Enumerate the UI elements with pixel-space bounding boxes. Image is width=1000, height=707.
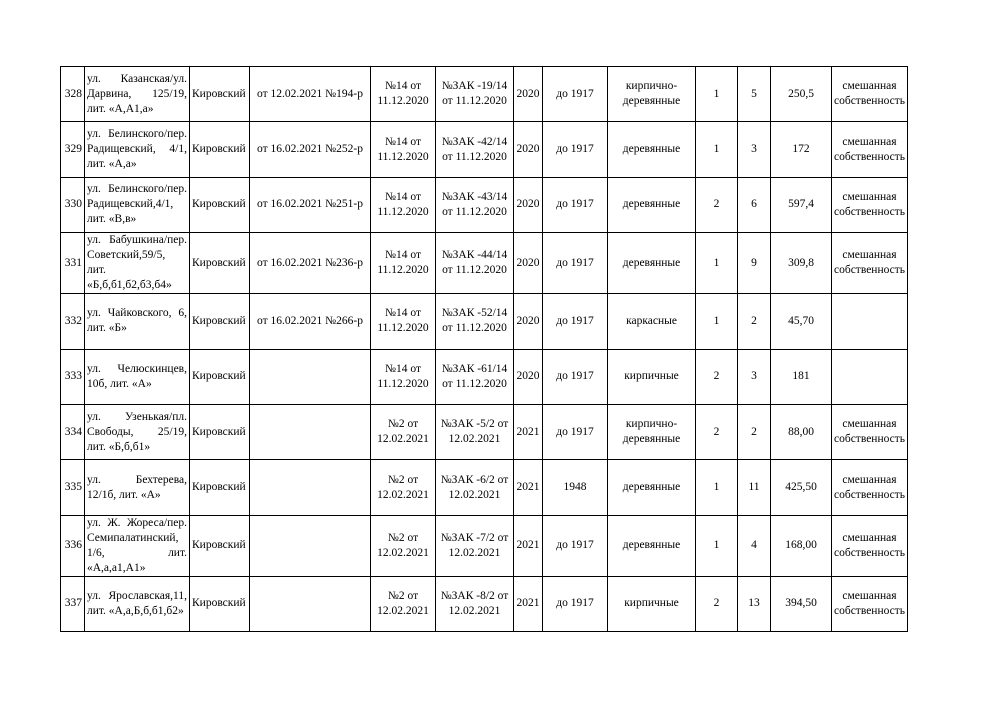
- area-cell: 250,5: [771, 67, 832, 122]
- conclusion-cell: №ЗАК -8/2 от 12.02.2021: [436, 576, 514, 631]
- apartments-cell: 3: [738, 349, 771, 404]
- apartments-cell: 4: [738, 515, 771, 576]
- protocol-cell: №14 от 11.12.2020: [371, 294, 436, 349]
- floors-cell: 1: [696, 122, 738, 177]
- wall-material-cell: деревянные: [608, 460, 696, 515]
- order-cell: от 16.02.2021 №251-р: [250, 177, 371, 232]
- floors-cell: 1: [696, 460, 738, 515]
- conclusion-cell: №ЗАК -6/2 от 12.02.2021: [436, 460, 514, 515]
- order-cell: [250, 349, 371, 404]
- year-cell: 2021: [514, 460, 543, 515]
- floors-cell: 1: [696, 294, 738, 349]
- area-cell: 394,50: [771, 576, 832, 631]
- year-cell: 2020: [514, 122, 543, 177]
- address-cell: ул. Бехтерева, 12/1б, лит. «А»: [85, 460, 190, 515]
- ownership-cell: смешанная собственность: [832, 515, 908, 576]
- address-cell: ул. Белинского/пер. Радищевский,4/1, лит. «В,в»: [85, 177, 190, 232]
- floors-cell: 1: [696, 67, 738, 122]
- year-cell: 2020: [514, 294, 543, 349]
- ownership-cell: [832, 294, 908, 349]
- floors-cell: 2: [696, 177, 738, 232]
- address-cell: ул. Узенькая/пл. Свободы, 25/19, лит. «Б,б,б1»: [85, 404, 190, 459]
- row-number: 329: [61, 122, 85, 177]
- ownership-cell: смешанная собственность: [832, 67, 908, 122]
- district-cell: Кировский: [190, 177, 250, 232]
- area-cell: 309,8: [771, 233, 832, 294]
- address-cell: ул. Белинского/пер. Радищевский, 4/1, лит. «А,а»: [85, 122, 190, 177]
- conclusion-cell: №ЗАК -44/14 от 11.12.2020: [436, 233, 514, 294]
- district-cell: Кировский: [190, 460, 250, 515]
- built-year-cell: до 1917: [543, 404, 608, 459]
- apartments-cell: 5: [738, 67, 771, 122]
- ownership-cell: [832, 349, 908, 404]
- row-number: 332: [61, 294, 85, 349]
- row-number: 337: [61, 576, 85, 631]
- row-number: 331: [61, 233, 85, 294]
- built-year-cell: до 1917: [543, 233, 608, 294]
- district-cell: Кировский: [190, 576, 250, 631]
- protocol-cell: №2 от 12.02.2021: [371, 460, 436, 515]
- built-year-cell: до 1917: [543, 515, 608, 576]
- ownership-cell: смешанная собственность: [832, 233, 908, 294]
- address-cell: ул. Чайковского, 6, лит. «Б»: [85, 294, 190, 349]
- protocol-cell: №14 от 11.12.2020: [371, 233, 436, 294]
- protocol-cell: №14 от 11.12.2020: [371, 177, 436, 232]
- area-cell: 172: [771, 122, 832, 177]
- order-cell: от 12.02.2021 №194-р: [250, 67, 371, 122]
- table-row: [61, 233, 908, 294]
- built-year-cell: до 1917: [543, 67, 608, 122]
- apartments-cell: 3: [738, 122, 771, 177]
- area-cell: 597,4: [771, 177, 832, 232]
- floors-cell: 2: [696, 404, 738, 459]
- table-row: [61, 576, 908, 631]
- area-cell: 168,00: [771, 515, 832, 576]
- year-cell: 2021: [514, 404, 543, 459]
- protocol-cell: №14 от 11.12.2020: [371, 349, 436, 404]
- table-row: [61, 349, 908, 404]
- district-cell: Кировский: [190, 233, 250, 294]
- address-cell: ул. Бабушкина/пер. Советский,59/5, лит. «Б,б,б1,б2,б3,б4»: [85, 233, 190, 294]
- year-cell: 2021: [514, 576, 543, 631]
- apartments-cell: 13: [738, 576, 771, 631]
- year-cell: 2020: [514, 177, 543, 232]
- order-cell: [250, 404, 371, 459]
- ownership-cell: смешанная собственность: [832, 576, 908, 631]
- apartments-cell: 6: [738, 177, 771, 232]
- area-cell: 425,50: [771, 460, 832, 515]
- conclusion-cell: №ЗАК -42/14 от 11.12.2020: [436, 122, 514, 177]
- ownership-cell: смешанная собственность: [832, 460, 908, 515]
- table-row: [61, 404, 908, 459]
- ownership-cell: смешанная собственность: [832, 177, 908, 232]
- protocol-cell: №14 от 11.12.2020: [371, 122, 436, 177]
- built-year-cell: до 1917: [543, 294, 608, 349]
- district-cell: Кировский: [190, 294, 250, 349]
- ownership-cell: смешанная собственность: [832, 404, 908, 459]
- wall-material-cell: каркасные: [608, 294, 696, 349]
- row-number: 330: [61, 177, 85, 232]
- table-row: [61, 122, 908, 177]
- order-cell: [250, 460, 371, 515]
- protocol-cell: №2 от 12.02.2021: [371, 404, 436, 459]
- row-number: 333: [61, 349, 85, 404]
- area-cell: 88,00: [771, 404, 832, 459]
- address-cell: ул. Челюскинцев, 10б, лит. «А»: [85, 349, 190, 404]
- table-row: [61, 177, 908, 232]
- ownership-cell: смешанная собственность: [832, 122, 908, 177]
- wall-material-cell: кирпичные: [608, 349, 696, 404]
- table-row: [61, 460, 908, 515]
- row-number: 336: [61, 515, 85, 576]
- district-cell: Кировский: [190, 67, 250, 122]
- apartments-cell: 2: [738, 404, 771, 459]
- conclusion-cell: №ЗАК -61/14 от 11.12.2020: [436, 349, 514, 404]
- order-cell: [250, 576, 371, 631]
- housing-register-table: [60, 66, 908, 632]
- built-year-cell: 1948: [543, 460, 608, 515]
- year-cell: 2020: [514, 233, 543, 294]
- wall-material-cell: кирпичные: [608, 576, 696, 631]
- order-cell: от 16.02.2021 №236-р: [250, 233, 371, 294]
- floors-cell: 1: [696, 515, 738, 576]
- wall-material-cell: деревянные: [608, 233, 696, 294]
- address-cell: ул. Ж. Жореса/пер. Семипалатинский, 1/6, лит. «А,а,а1,А1»: [85, 515, 190, 576]
- area-cell: 45,70: [771, 294, 832, 349]
- wall-material-cell: деревянные: [608, 515, 696, 576]
- protocol-cell: №2 от 12.02.2021: [371, 576, 436, 631]
- protocol-cell: №2 от 12.02.2021: [371, 515, 436, 576]
- row-number: 328: [61, 67, 85, 122]
- conclusion-cell: №ЗАК -43/14 от 11.12.2020: [436, 177, 514, 232]
- district-cell: Кировский: [190, 122, 250, 177]
- year-cell: 2020: [514, 67, 543, 122]
- built-year-cell: до 1917: [543, 177, 608, 232]
- order-cell: от 16.02.2021 №252-р: [250, 122, 371, 177]
- conclusion-cell: №ЗАК -52/14 от 11.12.2020: [436, 294, 514, 349]
- floors-cell: 2: [696, 576, 738, 631]
- row-number: 335: [61, 460, 85, 515]
- built-year-cell: до 1917: [543, 349, 608, 404]
- district-cell: Кировский: [190, 349, 250, 404]
- year-cell: 2021: [514, 515, 543, 576]
- conclusion-cell: №ЗАК -7/2 от 12.02.2021: [436, 515, 514, 576]
- built-year-cell: до 1917: [543, 122, 608, 177]
- built-year-cell: до 1917: [543, 576, 608, 631]
- order-cell: от 16.02.2021 №266-р: [250, 294, 371, 349]
- apartments-cell: 9: [738, 233, 771, 294]
- year-cell: 2020: [514, 349, 543, 404]
- row-number: 334: [61, 404, 85, 459]
- conclusion-cell: №ЗАК -19/14 от 11.12.2020: [436, 67, 514, 122]
- protocol-cell: №14 от 11.12.2020: [371, 67, 436, 122]
- district-cell: Кировский: [190, 515, 250, 576]
- conclusion-cell: №ЗАК -5/2 от 12.02.2021: [436, 404, 514, 459]
- apartments-cell: 2: [738, 294, 771, 349]
- floors-cell: 1: [696, 233, 738, 294]
- wall-material-cell: кирпично-деревянные: [608, 404, 696, 459]
- wall-material-cell: деревянные: [608, 177, 696, 232]
- address-cell: ул. Казанская/ул. Дарвина, 125/19, лит. «А,А1,а»: [85, 67, 190, 122]
- area-cell: 181: [771, 349, 832, 404]
- table-row: [61, 515, 908, 576]
- address-cell: ул. Ярославская,11, лит. «А,а,Б,б,б1,б2»: [85, 576, 190, 631]
- floors-cell: 2: [696, 349, 738, 404]
- wall-material-cell: кирпично-деревянные: [608, 67, 696, 122]
- table-row: [61, 67, 908, 122]
- district-cell: Кировский: [190, 404, 250, 459]
- wall-material-cell: деревянные: [608, 122, 696, 177]
- apartments-cell: 11: [738, 460, 771, 515]
- order-cell: [250, 515, 371, 576]
- table-row: [61, 294, 908, 349]
